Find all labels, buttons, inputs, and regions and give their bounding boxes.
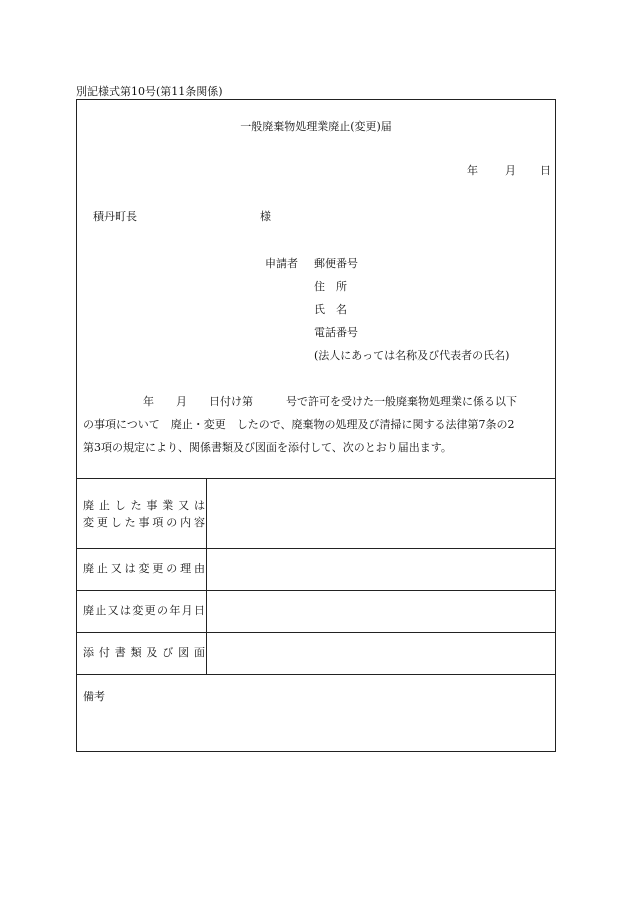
addressee: 積丹町長 (93, 210, 137, 223)
form-title: 一般廃棄物処理業廃止(変更)届 (240, 120, 392, 133)
date-month: 月 (505, 164, 516, 177)
date-year: 年 (467, 164, 478, 177)
applicant-label: 申請者 (265, 257, 298, 270)
row-divider-3 (77, 632, 555, 633)
change-date-field[interactable] (209, 592, 551, 630)
form-number: 別記様式第10号(第11条関係) (76, 85, 223, 98)
row-label-discontinued-line-1: 廃止した事業又は (83, 499, 205, 512)
table-top-border (77, 478, 555, 479)
row-label-discontinued-line-2: 変更した事項の内容 (83, 516, 205, 529)
name-label: 氏 名 (314, 303, 347, 316)
row-divider-1 (77, 548, 555, 549)
row-label-reason: 廃止又は変更の理由 (83, 562, 205, 575)
reason-field[interactable] (209, 550, 551, 588)
address-label: 住 所 (314, 280, 347, 293)
date-day: 日 (540, 164, 551, 177)
body-text-line-3: 第3項の規定により、関係書類及び図面を添付して、次のとおり届出ます。 (83, 441, 452, 454)
form-frame (76, 99, 556, 752)
remarks-label: 備考 (83, 690, 105, 703)
corporation-note: (法人にあっては名称及び代表者の氏名) (314, 349, 510, 362)
row-divider-4 (77, 674, 555, 675)
remarks-field[interactable] (83, 706, 551, 748)
body-text-line-1: 年 月 日付け第 号で許可を受けた一般廃棄物処理業に係る以下 (143, 395, 517, 408)
attachments-field[interactable] (209, 634, 551, 672)
body-text-line-2: の事項について 廃止・変更 したので、廃棄物の処理及び清掃に関する法律第7条の2 (83, 418, 515, 431)
row-label-attachments: 添付書類及び図面 (83, 646, 205, 659)
row-divider-2 (77, 590, 555, 591)
discontinued-content-field[interactable] (209, 480, 551, 546)
postal-code-label: 郵便番号 (314, 257, 358, 270)
table-column-divider (206, 478, 207, 674)
honorific: 様 (260, 210, 271, 223)
row-label-date: 廃止又は変更の年月日 (83, 604, 205, 617)
phone-label: 電話番号 (314, 326, 358, 339)
